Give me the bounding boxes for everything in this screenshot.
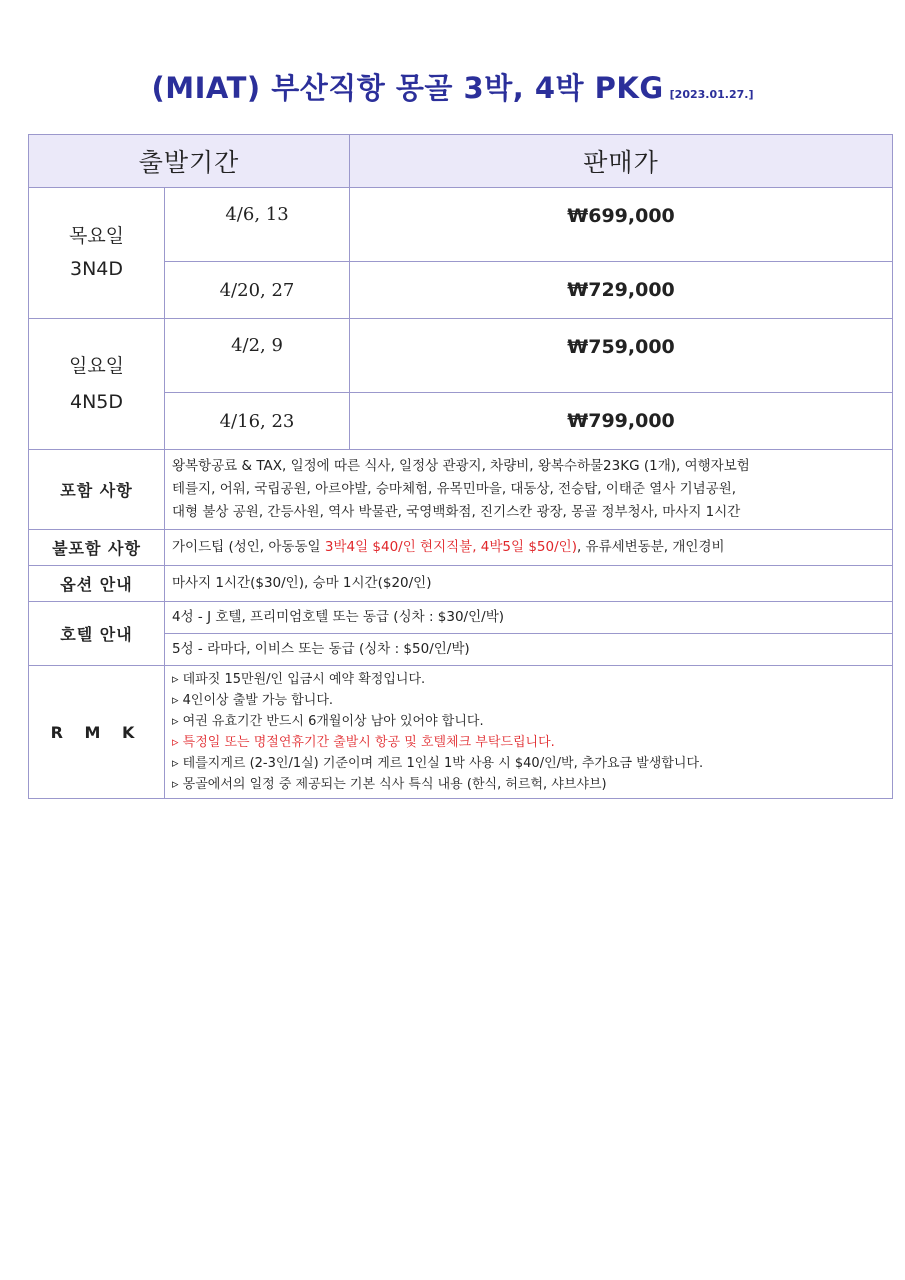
- included-line: 대형 불상 공원, 간등사원, 역사 박물관, 국영백화점, 진기스칸 광장, 몽골 정부청사, 마사지 1시간: [172, 504, 741, 520]
- hotel-line: 5성 - 라마다, 이비스 또는 동급 (싱차 : $50/인/박): [165, 634, 893, 666]
- rmk-item: ▹ 몽골에서의 일정 중 제공되는 기본 식사 특식 내용 (한식, 허르헉, 샤브샤브): [172, 777, 607, 792]
- day-label: 일요일: [68, 355, 125, 377]
- rmk-item-highlight: ▹ 특정일 또는 명절연휴기간 출발시 항공 및 호텔체크 부탁드립니다.: [172, 735, 555, 750]
- day-cell-sunday: [29, 319, 165, 450]
- nights-label: 3N4D: [69, 258, 124, 280]
- hotel-row: [29, 602, 893, 634]
- rmk-item: ▹ 여권 유효기간 반드시 6개월이상 남아 있어야 합니다.: [172, 714, 484, 729]
- excluded-suffix: , 유류세변동분, 개인경비: [576, 539, 725, 555]
- included-line: 왕복항공료 & TAX, 일정에 따른 식사, 일정상 관광지, 차량비, 왕복수하물23KG (1개), 여행자보험: [172, 458, 750, 474]
- rmk-label: R M K: [29, 666, 165, 799]
- departure-dates: 4/6, 13: [165, 188, 350, 262]
- included-row: [29, 450, 893, 530]
- header-row: [29, 135, 893, 188]
- included-line: 테를지, 어워, 국립공원, 아르야발, 승마체험, 유목민마을, 대동상, 전승탑, 이태준 열사 기념공원,: [172, 481, 737, 497]
- header-period: 출발기간: [29, 135, 350, 188]
- options-text: 마사지 1시간($30/인), 승마 1시간($20/인): [165, 566, 893, 602]
- day-label: 목요일: [68, 225, 125, 247]
- rmk-list: [165, 666, 893, 799]
- rmk-item: ▹ 데파짓 15만원/인 입금시 예약 확정입니다.: [172, 672, 426, 687]
- rmk-item: ▹ 4인이상 출발 가능 합니다.: [172, 693, 334, 708]
- hotel-line: 4성 - J 호텔, 프리미엄호텔 또는 동급 (싱차 : $30/인/박): [165, 602, 893, 634]
- included-label: 포함 사항: [29, 450, 165, 530]
- nights-label: 4N5D: [69, 391, 124, 413]
- day-cell-thursday: [29, 188, 165, 319]
- table-row: [29, 188, 893, 262]
- title-date: [2023.01.27.]: [669, 88, 754, 101]
- hotel-label: 호텔 안내: [29, 602, 165, 666]
- price-cell: ₩729,000: [350, 262, 893, 319]
- excluded-highlight: 3박4일 $40/인 현지직불, 4박5일 $50/인): [324, 539, 577, 555]
- departure-dates: 4/20, 27: [165, 262, 350, 319]
- options-row: [29, 566, 893, 602]
- excluded-row: [29, 530, 893, 566]
- title-main: (MIAT) 부산직항 몽골 3박, 4박 PKG: [151, 71, 664, 105]
- price-cell: ₩759,000: [350, 319, 893, 393]
- excluded-label: 불포함 사항: [29, 530, 165, 566]
- options-label: 옵션 안내: [29, 566, 165, 602]
- included-text: [165, 450, 893, 530]
- excluded-prefix: 가이드팁 (성인, 아동동일: [172, 539, 325, 555]
- header-price: 판매가: [350, 135, 893, 188]
- price-cell: ₩699,000: [350, 188, 893, 262]
- rmk-row: [29, 666, 893, 799]
- rmk-item: ▹ 테를지게르 (2-3인/1실) 기준이며 게르 1인실 1박 사용 시 $40/인/박, 추가요금 발생합니다.: [172, 756, 704, 771]
- page-title: [0, 66, 905, 107]
- departure-dates: 4/2, 9: [165, 319, 350, 393]
- package-table: [28, 134, 893, 799]
- departure-dates: 4/16, 23: [165, 393, 350, 450]
- excluded-text: [165, 530, 893, 566]
- price-cell: ₩799,000: [350, 393, 893, 450]
- table-row: [29, 319, 893, 393]
